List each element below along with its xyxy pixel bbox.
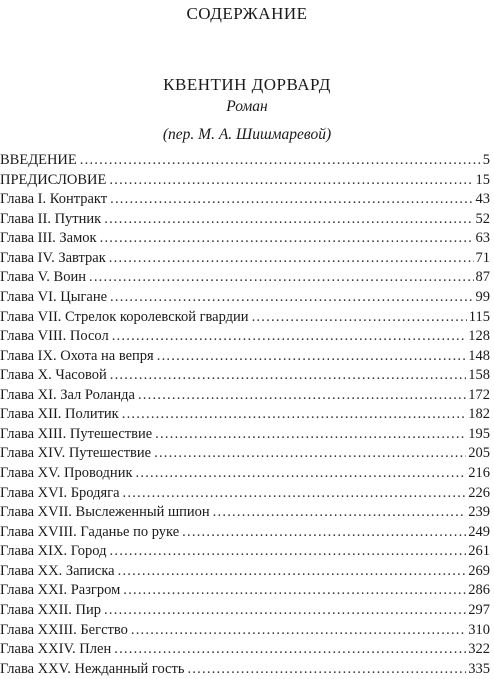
toc-entry-label: Глава VI. Цыгане xyxy=(0,288,108,305)
dot-leader xyxy=(131,621,466,641)
dot-leader xyxy=(123,484,467,504)
dot-leader xyxy=(154,444,466,464)
dot-leader xyxy=(109,171,473,191)
toc-entry[interactable] xyxy=(0,444,490,464)
page-heading: СОДЕРЖАНИЕ xyxy=(186,4,308,23)
toc-entry[interactable] xyxy=(0,503,490,523)
toc-entry-label: Глава X. Часовой xyxy=(0,367,107,384)
toc-entry[interactable] xyxy=(0,366,490,386)
toc-entry-page-number: 297 xyxy=(468,601,490,618)
dot-leader xyxy=(80,151,481,171)
toc-entry-label: Глава XXII. Пир xyxy=(0,601,102,618)
work-translator: (пер. М. А. Шишмаревой) xyxy=(162,126,332,143)
dot-leader xyxy=(109,249,474,269)
toc-entry-label: Глава XXI. Разгром xyxy=(0,582,121,599)
toc-entry[interactable] xyxy=(0,581,490,601)
dot-leader xyxy=(100,229,474,249)
toc-entry[interactable] xyxy=(0,386,490,406)
dot-leader xyxy=(123,581,466,601)
work-header xyxy=(0,74,494,146)
toc-entry-label: Глава XVI. Бродяга xyxy=(0,484,120,501)
toc-entry-page-number: 52 xyxy=(475,210,490,227)
toc-entry-page-number: 205 xyxy=(468,445,490,462)
toc-entry-page-number: 43 xyxy=(475,191,490,208)
toc-entry-page-number: 99 xyxy=(475,288,490,305)
toc-entry-page-number: 71 xyxy=(475,249,490,266)
toc-entry-page-number: 148 xyxy=(468,347,490,364)
dot-leader xyxy=(104,210,473,230)
dot-leader xyxy=(138,386,466,406)
toc-entry-page-number: 322 xyxy=(468,641,490,658)
toc-entry-page-number: 261 xyxy=(468,543,490,560)
dot-leader xyxy=(122,405,467,425)
toc-entry-label: Глава XVII. Выслеженный шпион xyxy=(0,504,210,521)
toc-entry-page-number: 335 xyxy=(468,660,490,677)
toc-entry-page-number: 63 xyxy=(475,230,490,247)
toc-entry[interactable] xyxy=(0,640,490,660)
toc-entry-label: Глава XV. Проводник xyxy=(0,465,133,481)
toc-entry-label: Глава XII. Политик xyxy=(0,406,119,423)
toc-entry-label: Глава II. Путник xyxy=(0,210,102,227)
toc-entry[interactable] xyxy=(0,268,490,288)
toc-entry-label: Глава XIX. Город xyxy=(0,543,107,560)
toc-entry-label: Глава XIII. Путешествие xyxy=(0,425,153,442)
toc-entry[interactable] xyxy=(0,425,490,445)
toc-entry-page-number: 226 xyxy=(468,484,490,501)
toc-entry-label: Глава V. Воин xyxy=(0,269,86,286)
toc-entry[interactable] xyxy=(0,210,490,230)
toc-entry-page-number: 115 xyxy=(468,308,490,325)
dot-leader xyxy=(110,542,467,562)
toc-entry-label: Глава XIV. Путешествие xyxy=(0,445,152,462)
toc-entry-label: Глава XXIV. Плен xyxy=(0,641,112,658)
toc-entry-page-number: 195 xyxy=(468,425,490,442)
toc-entry-page-number: 172 xyxy=(468,386,490,403)
dot-leader xyxy=(155,425,466,445)
toc-entry[interactable] xyxy=(0,621,490,641)
toc-entry-page-number: 249 xyxy=(468,523,490,540)
dot-leader xyxy=(182,523,466,543)
dot-leader xyxy=(112,327,467,347)
toc-entry[interactable] xyxy=(0,523,490,543)
toc-entry[interactable] xyxy=(0,308,490,328)
dot-leader xyxy=(213,503,467,523)
dot-leader xyxy=(252,308,467,328)
dot-leader xyxy=(89,268,474,288)
toc-entry-page-number: 87 xyxy=(475,269,490,286)
dot-leader xyxy=(110,366,467,386)
toc-entry-label: Глава I. Контракт xyxy=(0,191,108,208)
dot-leader xyxy=(114,640,466,660)
toc-entry[interactable] xyxy=(0,405,490,425)
toc-entry[interactable] xyxy=(0,601,490,621)
toc-entry[interactable] xyxy=(0,347,490,367)
dot-leader xyxy=(157,347,467,367)
work-title: КВЕНТИН ДОРВАРД xyxy=(163,75,331,94)
table-of-contents xyxy=(0,151,490,679)
toc-entry[interactable] xyxy=(0,229,490,249)
toc-entry-label: Глава IX. Охота на вепря xyxy=(0,347,154,364)
toc-entry[interactable] xyxy=(0,542,490,562)
work-genre: Роман xyxy=(226,98,268,115)
toc-entry-page-number: 269 xyxy=(468,562,490,579)
toc-entry-label: Глава XX. Записка xyxy=(0,562,115,579)
toc-entry-label: Глава XXIII. Бегство xyxy=(0,621,128,638)
toc-entry-page-number: 310 xyxy=(468,621,490,638)
toc-entry[interactable] xyxy=(0,484,490,504)
toc-entry[interactable] xyxy=(0,464,490,484)
toc-entry-page-number: 286 xyxy=(468,582,490,599)
toc-entry[interactable] xyxy=(0,562,490,582)
dot-leader xyxy=(104,601,466,621)
toc-entry-label: ПРЕДИСЛОВИЕ xyxy=(0,171,107,188)
toc-entry-label: Глава VIII. Посол xyxy=(0,328,109,345)
toc-entry[interactable] xyxy=(0,151,490,171)
toc-entry[interactable] xyxy=(0,288,490,308)
toc-entry-label: Глава XI. Зал Роланда xyxy=(0,386,135,403)
dot-leader xyxy=(187,660,466,679)
toc-entry[interactable] xyxy=(0,660,490,679)
toc-entry[interactable] xyxy=(0,327,490,347)
toc-entry-label: Глава III. Замок xyxy=(0,230,97,247)
toc-entry-page-number: 239 xyxy=(468,504,490,521)
toc-entry[interactable] xyxy=(0,249,490,269)
dot-leader xyxy=(136,464,467,484)
toc-entry[interactable] xyxy=(0,171,490,191)
toc-entry-page-number: 128 xyxy=(468,328,490,345)
toc-entry-page-number: 182 xyxy=(468,406,490,423)
toc-entry-page-number: 5 xyxy=(482,152,490,168)
toc-entry-label: ВВЕДЕНИЕ xyxy=(0,152,77,168)
dot-leader xyxy=(110,288,473,308)
toc-entry-label: Глава XVIII. Гаданье по руке xyxy=(0,523,180,540)
dot-leader xyxy=(110,190,473,210)
toc-entry-label: Глава IV. Завтрак xyxy=(0,249,106,266)
toc-entry-label: Глава VII. Стрелок королевской гвардии xyxy=(0,308,249,325)
toc-entry-page-number: 15 xyxy=(475,171,490,188)
toc-entry-label: Глава XXV. Нежданный гость xyxy=(0,660,185,677)
dot-leader xyxy=(118,562,467,582)
toc-entry-page-number: 216 xyxy=(468,465,490,481)
toc-entry-page-number: 158 xyxy=(468,367,490,384)
toc-entry[interactable] xyxy=(0,190,490,210)
